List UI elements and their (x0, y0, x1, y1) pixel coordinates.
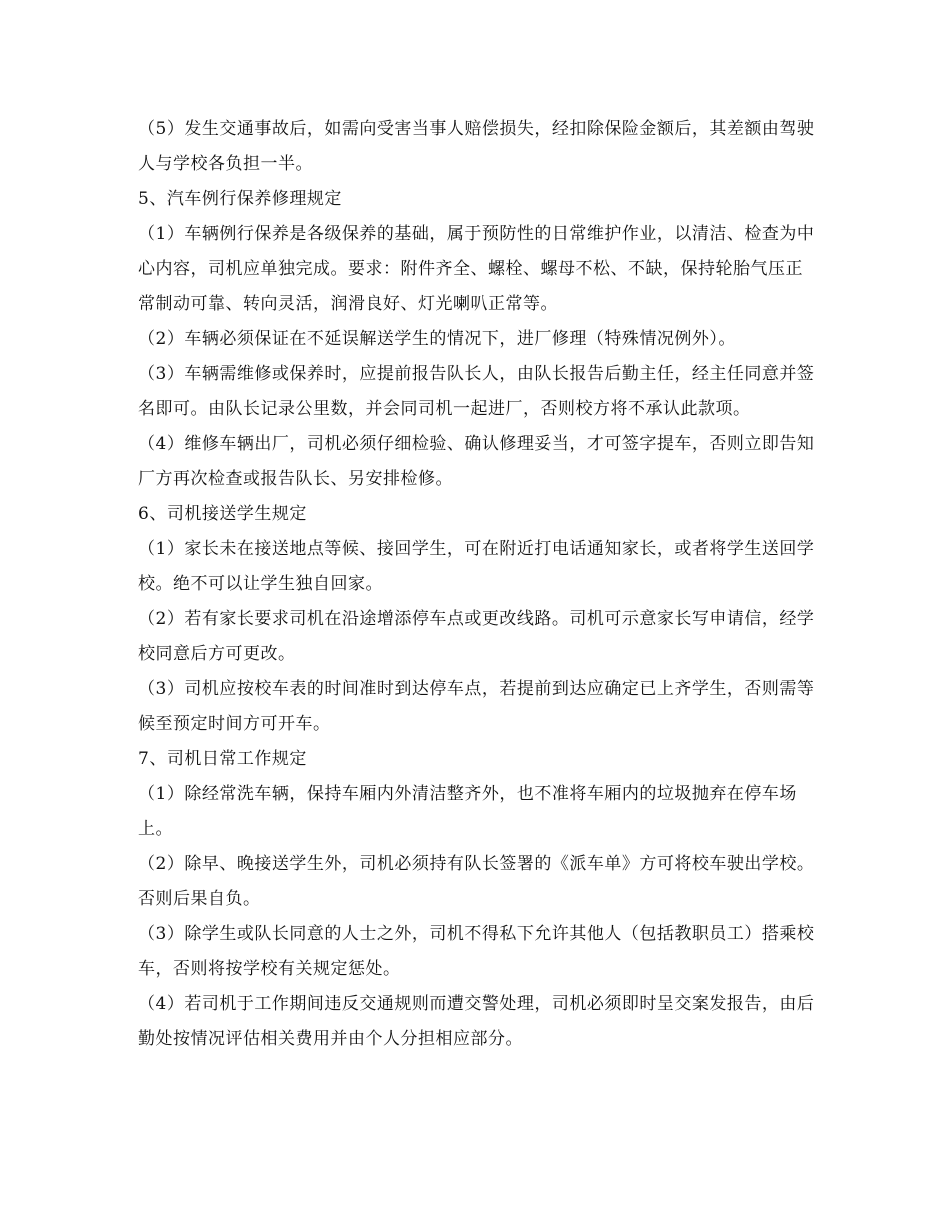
paragraph-item: （5）发生交通事故后，如需向受害当事人赔偿损失，经扣除保险金额后，其差额由驾驶人与学校各负担一半。 (138, 119, 815, 174)
paragraph-item: （1）车辆例行保养是各级保养的基础，属于预防性的日常维护作业，以清洁、检查为中心内容，司机应单独完成。要求：附件齐全、螺栓、螺母不松、不缺，保持轮胎气压正常制动可靠、转向灵活，润滑良好、灯光喇叭正常等。 (138, 224, 815, 314)
paragraph-item: （4）维修车辆出厂，司机必须仔细检验、确认修理妥当，才可签字提车，否则立即告知厂方再次检查或报告队长、另安排检修。 (138, 434, 815, 489)
paragraph-item: （3）除学生或队长同意的人士之外，司机不得私下允许其他人（包括教职员工）搭乘校车，否则将按学校有关规定惩处。 (138, 924, 815, 979)
section-heading: 6、司机接送学生规定 (138, 504, 307, 524)
paragraph-item: （3）车辆需维修或保养时，应提前报告队长人，由队长报告后勤主任，经主任同意并签名即可。由队长记录公里数，并会同司机一起进厂，否则校方将不承认此款项。 (138, 364, 815, 419)
paragraph-item: （1）家长未在接送地点等候、接回学生，可在附近打电话通知家长，或者将学生送回学校。绝不可以让学生独自回家。 (138, 539, 815, 594)
paragraph-item: （2）车辆必须保证在不延误解送学生的情况下，进厂修理（特殊情况例外）。 (138, 329, 736, 349)
section-heading: 7、司机日常工作规定 (138, 749, 307, 769)
paragraph-item: （2）若有家长要求司机在沿途增添停车点或更改线路。司机可示意家长写申请信，经学校同意后方可更改。 (138, 609, 815, 664)
document-body (138, 112, 818, 1057)
paragraph-item: （4）若司机于工作期间违反交通规则而遭交警处理，司机必须即时呈交案发报告，由后勤处按情况评估相关费用并由个人分担相应部分。 (138, 994, 815, 1049)
paragraph-item: （1）除经常洗车辆，保持车厢内外清洁整齐外，也不准将车厢内的垃圾抛弃在停车场上。 (138, 784, 797, 839)
paragraph-item: （2）除早、晚接送学生外，司机必须持有队长签署的《派车单》方可将校车驶出学校。否则后果自负。 (138, 854, 815, 909)
section-heading: 5、汽车例行保养修理规定 (138, 189, 342, 209)
paragraph-item: （3）司机应按校车表的时间准时到达停车点，若提前到达应确定已上齐学生，否则需等候至预定时间方可开车。 (138, 679, 815, 734)
